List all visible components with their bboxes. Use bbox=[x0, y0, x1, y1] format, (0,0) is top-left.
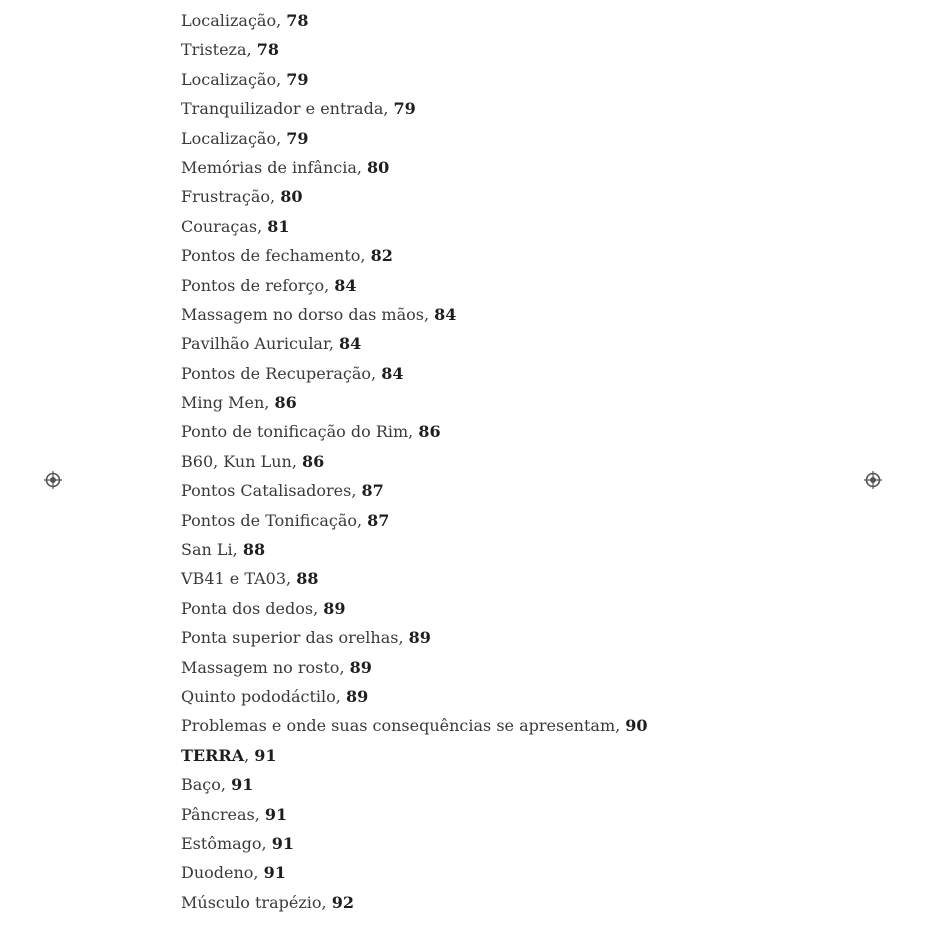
entry-separator: , bbox=[356, 157, 368, 177]
index-entry bbox=[181, 623, 881, 652]
index-entry bbox=[181, 653, 881, 682]
index-entry bbox=[181, 153, 881, 182]
index-entry bbox=[181, 535, 881, 564]
entry-separator: , bbox=[321, 892, 332, 912]
entry-separator: , bbox=[423, 304, 435, 324]
entry-page-number: 86 bbox=[418, 422, 441, 442]
index-entry bbox=[181, 888, 881, 917]
entry-title: Ponta dos dedos bbox=[181, 598, 314, 618]
entry-title: San Li bbox=[181, 540, 233, 560]
entry-title: Pontos Catalisadores bbox=[181, 481, 352, 501]
entry-page-number: 90 bbox=[625, 716, 648, 736]
registration-mark-left-icon bbox=[43, 470, 63, 490]
entry-separator: , bbox=[276, 11, 287, 30]
index-entry bbox=[181, 447, 881, 476]
index-entry bbox=[181, 506, 881, 535]
entry-page-number: 89 bbox=[323, 598, 346, 618]
entry-page-number: 79 bbox=[286, 69, 309, 89]
entry-page-number: 87 bbox=[367, 510, 390, 530]
index-entry bbox=[181, 94, 881, 123]
entry-title: Pontos de reforço bbox=[181, 275, 325, 295]
index-entry bbox=[181, 212, 881, 241]
entry-title: Problemas e onde suas consequências se apresentam bbox=[181, 716, 616, 736]
entry-title: Estômago bbox=[181, 833, 262, 853]
entry-page-number: 89 bbox=[349, 657, 372, 677]
index-entry bbox=[181, 770, 881, 799]
entry-separator: , bbox=[276, 128, 287, 148]
entry-title: Localização bbox=[181, 128, 277, 148]
entry-page-number: 80 bbox=[280, 187, 303, 207]
entry-page-number: 84 bbox=[381, 363, 404, 383]
entry-page-number: 86 bbox=[274, 393, 297, 413]
entry-separator: , bbox=[328, 334, 340, 354]
index-entry-section bbox=[181, 741, 881, 770]
entry-page-number: 79 bbox=[286, 128, 309, 148]
entry-separator: , bbox=[351, 481, 362, 501]
entry-title: VB41 e TA03 bbox=[181, 569, 287, 589]
entry-title: Ming Men bbox=[181, 393, 265, 413]
entry-separator: , bbox=[324, 275, 335, 295]
entry-title: Localização bbox=[181, 11, 277, 30]
entry-title: Ponto de tonificação do Rim bbox=[181, 422, 409, 442]
index-entry bbox=[181, 829, 881, 858]
entry-page-number: 84 bbox=[434, 304, 457, 324]
index-entry bbox=[181, 300, 881, 329]
entry-separator: , bbox=[615, 716, 626, 736]
index-entry bbox=[181, 800, 881, 829]
index-entry bbox=[181, 417, 881, 446]
index-entry bbox=[181, 388, 881, 417]
entry-page-number: 89 bbox=[408, 628, 431, 648]
entry-page-number: 91 bbox=[263, 863, 286, 883]
entry-page-number: 84 bbox=[339, 334, 362, 354]
entry-separator: , bbox=[371, 363, 382, 383]
entry-separator: , bbox=[244, 745, 255, 765]
index-entry bbox=[181, 182, 881, 211]
entry-title: Localização bbox=[181, 69, 277, 89]
entry-separator: , bbox=[357, 510, 368, 530]
entry-page-number: 87 bbox=[361, 481, 384, 501]
entry-separator: , bbox=[383, 99, 394, 119]
index-entry bbox=[181, 476, 881, 505]
entry-separator: , bbox=[398, 628, 409, 648]
entry-title: Ponta superior das orelhas bbox=[181, 628, 399, 648]
entry-page-number: 78 bbox=[256, 40, 279, 60]
entry-title: B60, Kun Lun bbox=[181, 451, 292, 471]
entry-page-number: 91 bbox=[264, 804, 288, 824]
entry-separator: , bbox=[246, 40, 257, 60]
entry-title: Tristeza bbox=[181, 40, 247, 60]
entry-title: Duodeno bbox=[181, 863, 254, 883]
index-entry bbox=[181, 65, 881, 94]
entry-title: Tranquilizador e entrada bbox=[181, 99, 384, 119]
entry-separator: , bbox=[276, 69, 287, 89]
index-list bbox=[181, 6, 881, 917]
entry-separator: , bbox=[360, 246, 371, 266]
entry-page-number: 91 bbox=[254, 745, 277, 765]
entry-title: Músculo trapézio bbox=[181, 892, 322, 912]
entry-separator: , bbox=[254, 804, 265, 824]
entry-page-number: 91 bbox=[231, 775, 254, 795]
entry-title: Pavilhão Auricular bbox=[181, 334, 329, 354]
entry-page-number: 81 bbox=[267, 216, 290, 236]
entry-page-number: 89 bbox=[345, 686, 369, 706]
entry-page-number: 91 bbox=[271, 833, 294, 853]
index-entry bbox=[181, 124, 881, 153]
entry-page-number: 82 bbox=[370, 246, 393, 266]
entry-title: Frustração bbox=[181, 187, 271, 207]
entry-page-number: 80 bbox=[367, 157, 390, 177]
index-entry bbox=[181, 564, 881, 593]
entry-title: Quinto pododáctilo bbox=[181, 686, 336, 706]
entry-separator: , bbox=[270, 187, 281, 207]
entry-page-number: 79 bbox=[393, 99, 416, 119]
index-entry bbox=[181, 241, 881, 270]
entry-separator: , bbox=[220, 775, 232, 795]
entry-separator: , bbox=[408, 422, 419, 442]
entry-title: Couraças bbox=[181, 216, 258, 236]
index-entry bbox=[181, 682, 881, 711]
index-entry bbox=[181, 359, 881, 388]
entry-title: Pontos de Tonificação bbox=[181, 510, 357, 530]
entry-page-number: 88 bbox=[296, 569, 319, 589]
entry-title: Pontos de Recuperação bbox=[181, 363, 372, 383]
index-entry bbox=[181, 6, 881, 35]
index-entry bbox=[181, 594, 881, 623]
entry-separator: , bbox=[264, 393, 275, 413]
entry-separator: , bbox=[313, 598, 324, 618]
section-title: TERRA bbox=[181, 745, 245, 765]
index-entry bbox=[181, 271, 881, 300]
entry-title: Pontos de fechamento bbox=[181, 246, 361, 266]
entry-title: Massagem no dorso das mãos bbox=[181, 304, 424, 324]
entry-title: Pâncreas bbox=[181, 804, 255, 824]
entry-page-number: 86 bbox=[302, 451, 325, 471]
entry-title: Baço bbox=[181, 775, 221, 795]
entry-title: Memórias de infância bbox=[181, 157, 357, 177]
index-entry bbox=[181, 329, 881, 358]
index-entry bbox=[181, 858, 881, 887]
entry-separator: , bbox=[291, 451, 302, 471]
index-entry bbox=[181, 711, 881, 740]
entry-separator: , bbox=[253, 863, 264, 883]
entry-page-number: 84 bbox=[334, 275, 357, 295]
entry-page-number: 88 bbox=[242, 540, 266, 560]
entry-separator: , bbox=[339, 657, 350, 677]
entry-separator: , bbox=[335, 686, 346, 706]
entry-page-number: 78 bbox=[286, 11, 309, 30]
entry-page-number: 92 bbox=[331, 892, 354, 912]
entry-separator: , bbox=[232, 540, 243, 560]
entry-title: Massagem no rosto bbox=[181, 657, 340, 677]
entry-separator: , bbox=[286, 569, 297, 589]
index-entry bbox=[181, 35, 881, 64]
entry-separator: , bbox=[261, 833, 272, 853]
entry-separator: , bbox=[257, 216, 268, 236]
